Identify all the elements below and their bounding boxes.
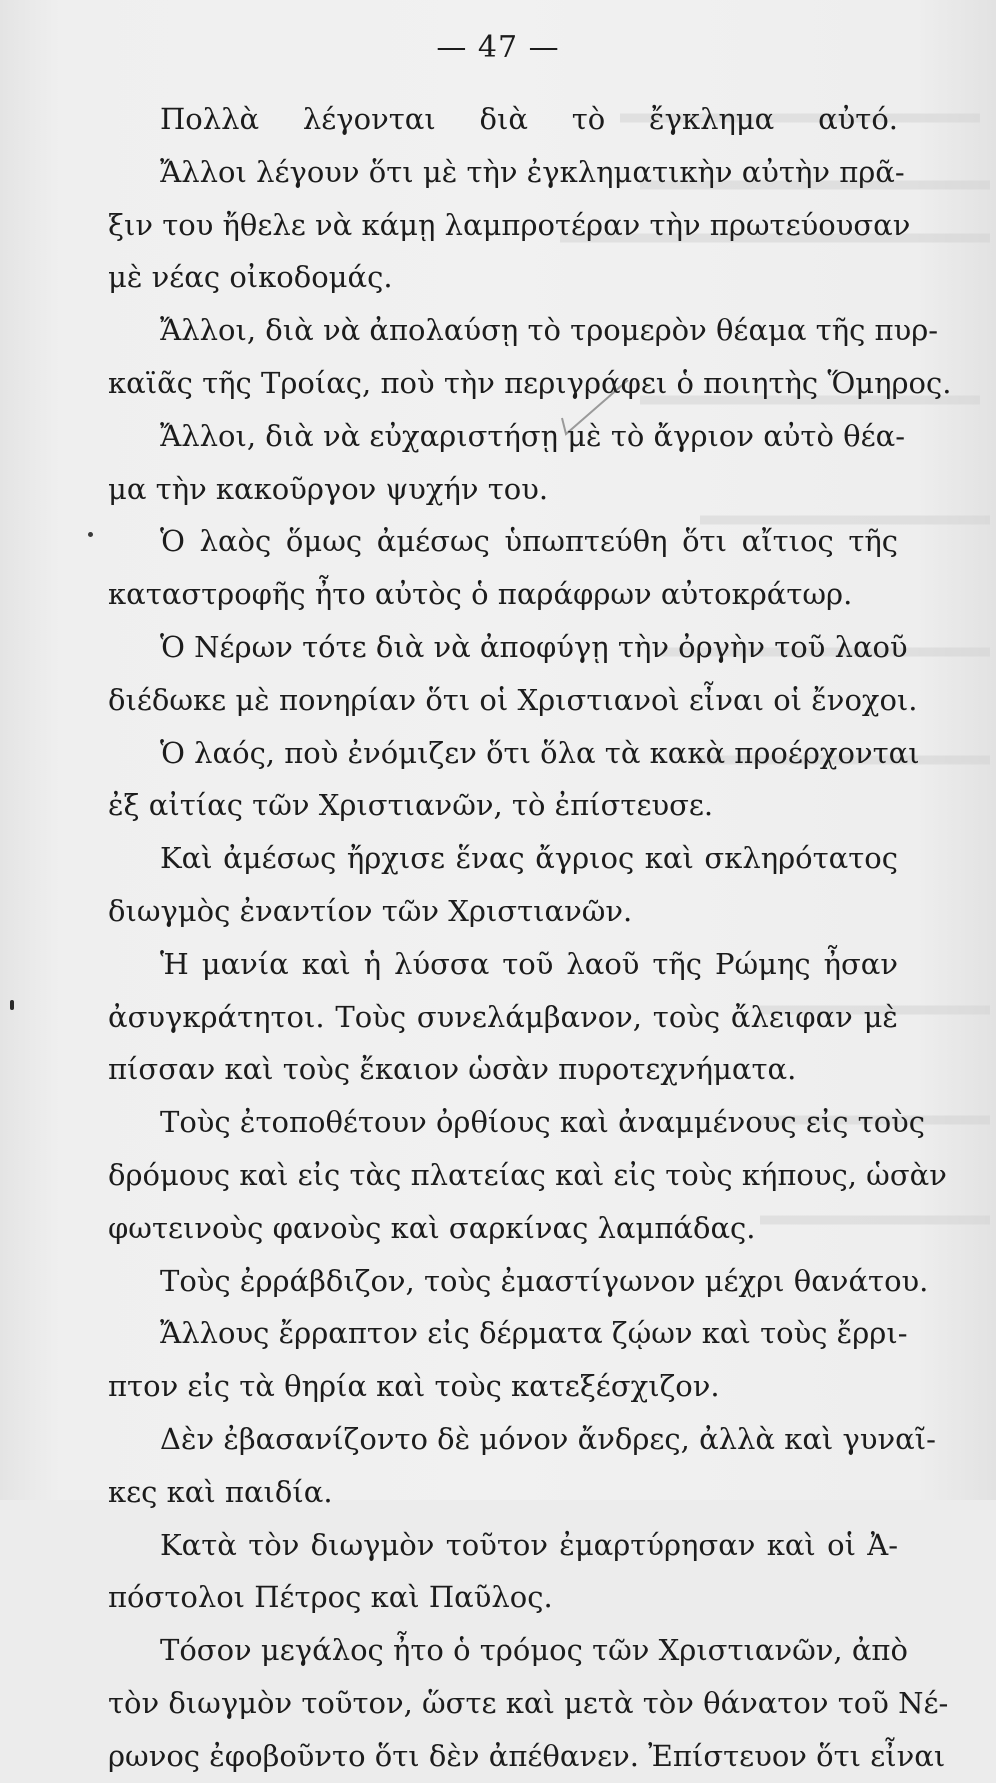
text-line: Ἄλλοι, διὰ νὰ ἀπολαύσῃ τὸ τρομερὸν θέαμα τῆς πυρ- bbox=[160, 313, 939, 348]
margin-dot bbox=[88, 532, 93, 537]
text-line: Καὶ ἀμέσως ἤρχισε ἕνας ἄγριος καὶ σκληρότατος bbox=[160, 841, 898, 876]
text-line: ρωνος ἐφοβοῦντο ὅτι δὲν ἀπέθανεν. Ἐπίστευον ὅτι εἶναι bbox=[108, 1738, 946, 1773]
text-line: Κατὰ τὸν διωγμὸν τοῦτον ἐμαρτύρησαν καὶ οἱ Ἀ- bbox=[160, 1527, 898, 1562]
text-line: πίσσαν καὶ τοὺς ἔκαιον ὡσὰν πυροτεχνήματα. bbox=[108, 1052, 797, 1087]
text-line: κες καὶ παιδία. bbox=[108, 1474, 333, 1509]
text-line: διωγμὸς ἐναντίον τῶν Χριστιανῶν. bbox=[108, 893, 633, 928]
text-line: Ὁ λαὸς ὅμως ἀμέσως ὑπωπτεύθη ὅτι αἴτιος τῆς bbox=[160, 524, 898, 559]
text-line: καταστροφῆς ἦτο αὐτὸς ὁ παράφρων αὐτοκράτωρ. bbox=[108, 577, 853, 612]
text-line: Δὲν ἐβασανίζοντο δὲ μόνον ἄνδρες, ἀλλὰ καὶ γυναῖ- bbox=[160, 1421, 936, 1456]
text-line: ἀσυγκράτητοι. Τοὺς συνελάμβανον, τοὺς ἄλειφαν μὲ bbox=[108, 999, 898, 1034]
page-number: — 47 — bbox=[436, 30, 560, 65]
body-text bbox=[108, 93, 952, 1783]
text-line: καϊᾶς τῆς Τροίας, ποὺ τὴν περιγράφει ὁ ποιητὴς Ὅμηρος. bbox=[108, 365, 952, 400]
text-line: πτον εἰς τὰ θηρία καὶ τοὺς κατεξέσχιζον. bbox=[108, 1369, 720, 1404]
text-line: Τοὺς ἐρράβδιζον, τοὺς ἐμαστίγωνον μέχρι θανάτου. bbox=[160, 1263, 929, 1298]
text-line: Τόσον μεγάλος ἦτο ὁ τρόμος τῶν Χριστιανῶν, ἀπὸ bbox=[160, 1633, 908, 1668]
text-line: Πολλὰ λέγονται διὰ τὸ ἔγκλημα αὐτό. bbox=[160, 102, 898, 136]
text-line: Ἄλλους ἔρραπτον εἰς δέρματα ζῴων καὶ τοὺς ἔρρι- bbox=[160, 1316, 908, 1351]
text-line: πόστολοι Πέτρος καὶ Παῦλος. bbox=[108, 1580, 553, 1615]
text-line: μὲ νέας οἰκοδομάς. bbox=[108, 260, 393, 295]
text-line: Τοὺς ἐτοποθέτουν ὀρθίους καὶ ἀναμμένους εἰς τοὺς bbox=[160, 1105, 926, 1140]
text-line: Ὁ λαός, ποὺ ἐνόμιζεν ὅτι ὅλα τὰ κακὰ προέρχονται bbox=[160, 735, 920, 770]
text-line: ξιν του ἤθελε νὰ κάμῃ λαμπροτέραν τὴν πρωτεύουσαν bbox=[108, 207, 911, 242]
text-line: φωτεινοὺς φανοὺς καὶ σαρκίνας λαμπάδας. bbox=[108, 1210, 756, 1245]
margin-mark bbox=[10, 1000, 14, 1010]
text-line: Ἡ μανία καὶ ἡ λύσσα τοῦ λαοῦ τῆς Ρώμης ἦσαν bbox=[160, 946, 898, 981]
text-line: Ἄλλοι λέγουν ὅτι μὲ τὴν ἐγκληματικὴν αὐτὴν πρᾶ- bbox=[160, 154, 905, 189]
text-line: δρόμους καὶ εἰς τὰς πλατείας καὶ εἰς τοὺς κήπους, ὡσὰν bbox=[108, 1157, 947, 1192]
text-line: διέδωκε μὲ πονηρίαν ὅτι οἱ Χριστιανοὶ εἶναι οἱ ἔνοχοι. bbox=[108, 682, 918, 717]
text-line: Ἄλλοι, διὰ νὰ εὐχαριστήσῃ μὲ τὸ ἄγριον αὐτὸ θέα- bbox=[160, 418, 905, 453]
text-line: μα τὴν κακοῦργον ψυχήν του. bbox=[108, 471, 549, 506]
text-line: ἐξ αἰτίας τῶν Χριστιανῶν, τὸ ἐπίστευσε. bbox=[108, 788, 714, 823]
text-line: Ὁ Νέρων τότε διὰ νὰ ἀποφύγῃ τὴν ὀργὴν τοῦ λαοῦ bbox=[160, 629, 908, 664]
text-line: τὸν διωγμὸν τοῦτον, ὥστε καὶ μετὰ τὸν θάνατον τοῦ Νέ- bbox=[108, 1685, 949, 1720]
